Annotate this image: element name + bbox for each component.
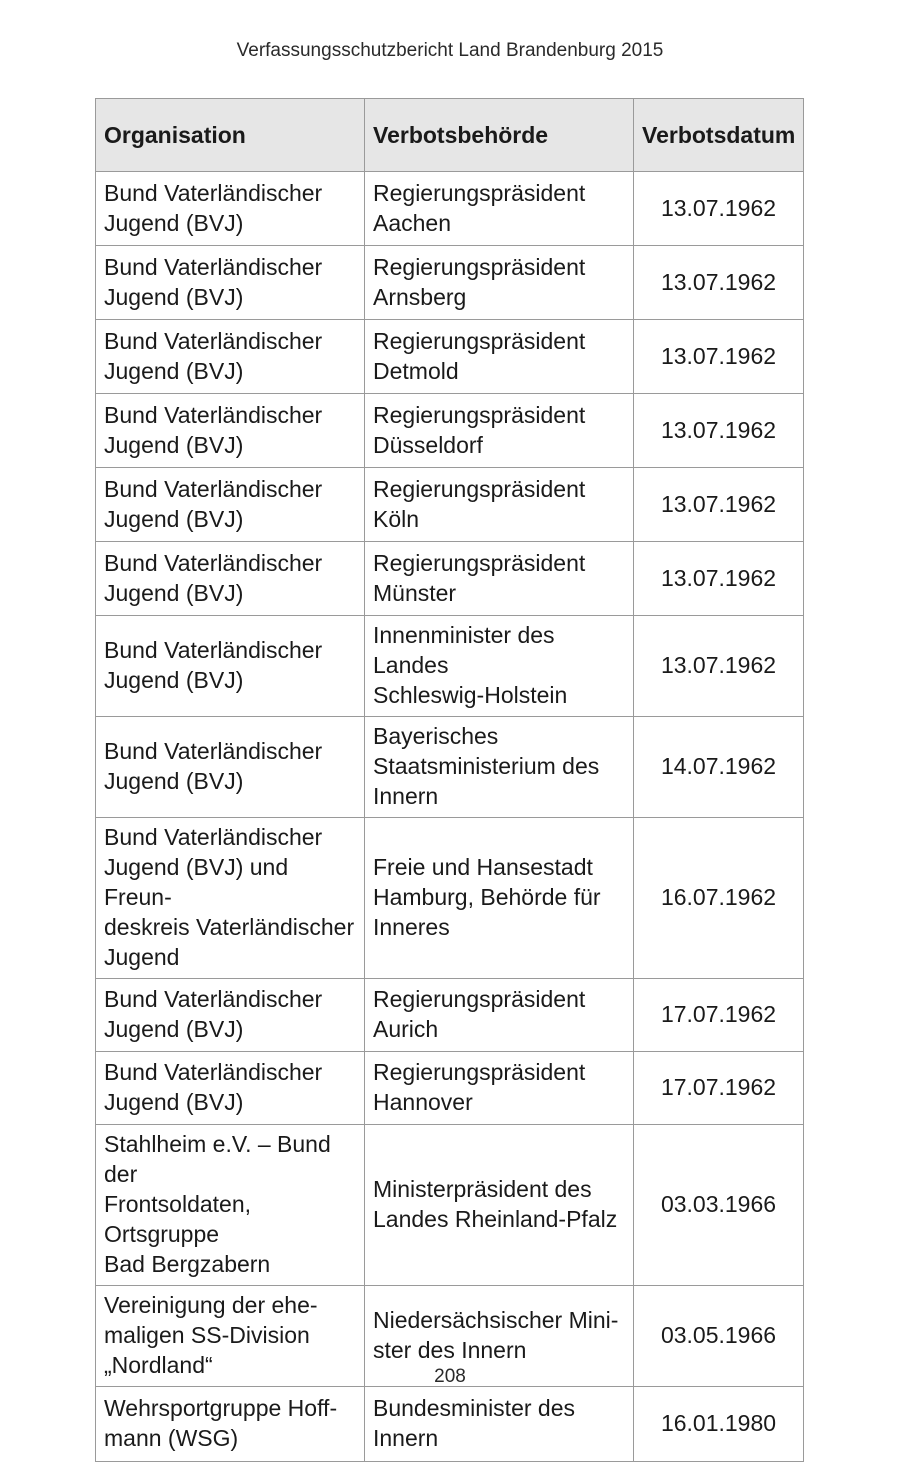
cell-authority: Innenminister des Landes Schleswig-Holstein bbox=[365, 616, 634, 717]
cell-date: 17.07.1962 bbox=[634, 979, 804, 1052]
table-row bbox=[96, 542, 804, 616]
table-header-row bbox=[96, 99, 804, 172]
table-row bbox=[96, 394, 804, 468]
cell-authority: Regierungspräsident Detmold bbox=[365, 320, 634, 394]
cell-date: 16.01.1980 bbox=[634, 1387, 804, 1462]
table-row bbox=[96, 1387, 804, 1462]
cell-authority: Freie und Hansestadt Hamburg, Behörde für Inneres bbox=[365, 818, 634, 979]
cell-organisation: Bund Vaterländischer Jugend (BVJ) bbox=[96, 616, 365, 717]
cell-organisation: Bund Vaterländischer Jugend (BVJ) bbox=[96, 320, 365, 394]
page-number: 208 bbox=[434, 1366, 466, 1387]
cell-authority: Regierungspräsident Aachen bbox=[365, 172, 634, 246]
cell-authority: Regierungspräsident Aurich bbox=[365, 979, 634, 1052]
table-row bbox=[96, 1052, 804, 1125]
cell-date: 13.07.1962 bbox=[634, 542, 804, 616]
cell-organisation: Vereinigung der ehe- maligen SS-Division „Nordland“ bbox=[96, 1286, 365, 1387]
cell-authority: Regierungspräsident Arnsberg bbox=[365, 246, 634, 320]
cell-date: 13.07.1962 bbox=[634, 468, 804, 542]
cell-organisation: Bund Vaterländischer Jugend (BVJ) bbox=[96, 1052, 365, 1125]
cell-organisation: Bund Vaterländischer Jugend (BVJ) und Freun- deskreis Vaterländischer Jugend bbox=[96, 818, 365, 979]
table-row bbox=[96, 1125, 804, 1286]
cell-date: 13.07.1962 bbox=[634, 172, 804, 246]
table-row bbox=[96, 468, 804, 542]
cell-authority: Regierungspräsident Düsseldorf bbox=[365, 394, 634, 468]
cell-authority: Niedersächsischer Mini- ster des Innern bbox=[365, 1286, 634, 1387]
column-header-verbotsdatum: Verbotsdatum bbox=[634, 99, 804, 172]
running-head-title: Verfassungsschutzbericht Land Brandenburg 2015 bbox=[236, 40, 664, 61]
cell-date: 14.07.1962 bbox=[634, 717, 804, 818]
cell-organisation: Bund Vaterländischer Jugend (BVJ) bbox=[96, 246, 365, 320]
column-header-verbotsbehoerde: Verbotsbehörde bbox=[365, 99, 634, 172]
cell-organisation: Wehrsportgruppe Hoff- mann (WSG) bbox=[96, 1387, 365, 1462]
cell-authority: Bayerisches Staatsministerium des Innern bbox=[365, 717, 634, 818]
table-body bbox=[96, 172, 804, 1462]
cell-authority: Regierungspräsident Münster bbox=[365, 542, 634, 616]
cell-date: 13.07.1962 bbox=[634, 320, 804, 394]
cell-organisation: Bund Vaterländischer Jugend (BVJ) bbox=[96, 468, 365, 542]
cell-date: 03.03.1966 bbox=[634, 1125, 804, 1286]
cell-date: 13.07.1962 bbox=[634, 616, 804, 717]
cell-organisation: Bund Vaterländischer Jugend (BVJ) bbox=[96, 394, 365, 468]
cell-organisation: Bund Vaterländischer Jugend (BVJ) bbox=[96, 717, 365, 818]
cell-date: 03.05.1966 bbox=[634, 1286, 804, 1387]
table-row bbox=[96, 717, 804, 818]
cell-date: 13.07.1962 bbox=[634, 394, 804, 468]
cell-date: 13.07.1962 bbox=[634, 246, 804, 320]
table-row bbox=[96, 616, 804, 717]
cell-organisation: Bund Vaterländischer Jugend (BVJ) bbox=[96, 979, 365, 1052]
cell-organisation: Stahlheim e.V. – Bund der Frontsoldaten, Ortsgruppe Bad Bergzabern bbox=[96, 1125, 365, 1286]
column-header-organisation: Organisation bbox=[96, 99, 365, 172]
cell-organisation: Bund Vaterländischer Jugend (BVJ) bbox=[96, 172, 365, 246]
cell-authority: Bundesminister des Innern bbox=[365, 1387, 634, 1462]
cell-authority: Ministerpräsident des Landes Rheinland-Pfalz bbox=[365, 1125, 634, 1286]
table-row bbox=[96, 979, 804, 1052]
cell-organisation: Bund Vaterländischer Jugend (BVJ) bbox=[96, 542, 365, 616]
cell-date: 16.07.1962 bbox=[634, 818, 804, 979]
table-header bbox=[96, 99, 804, 172]
table-row bbox=[96, 818, 804, 979]
cell-date: 17.07.1962 bbox=[634, 1052, 804, 1125]
ban-table bbox=[95, 98, 804, 1462]
table-row bbox=[96, 246, 804, 320]
cell-authority: Regierungspräsident Köln bbox=[365, 468, 634, 542]
table-row bbox=[96, 172, 804, 246]
cell-authority: Regierungspräsident Hannover bbox=[365, 1052, 634, 1125]
table-row bbox=[96, 320, 804, 394]
